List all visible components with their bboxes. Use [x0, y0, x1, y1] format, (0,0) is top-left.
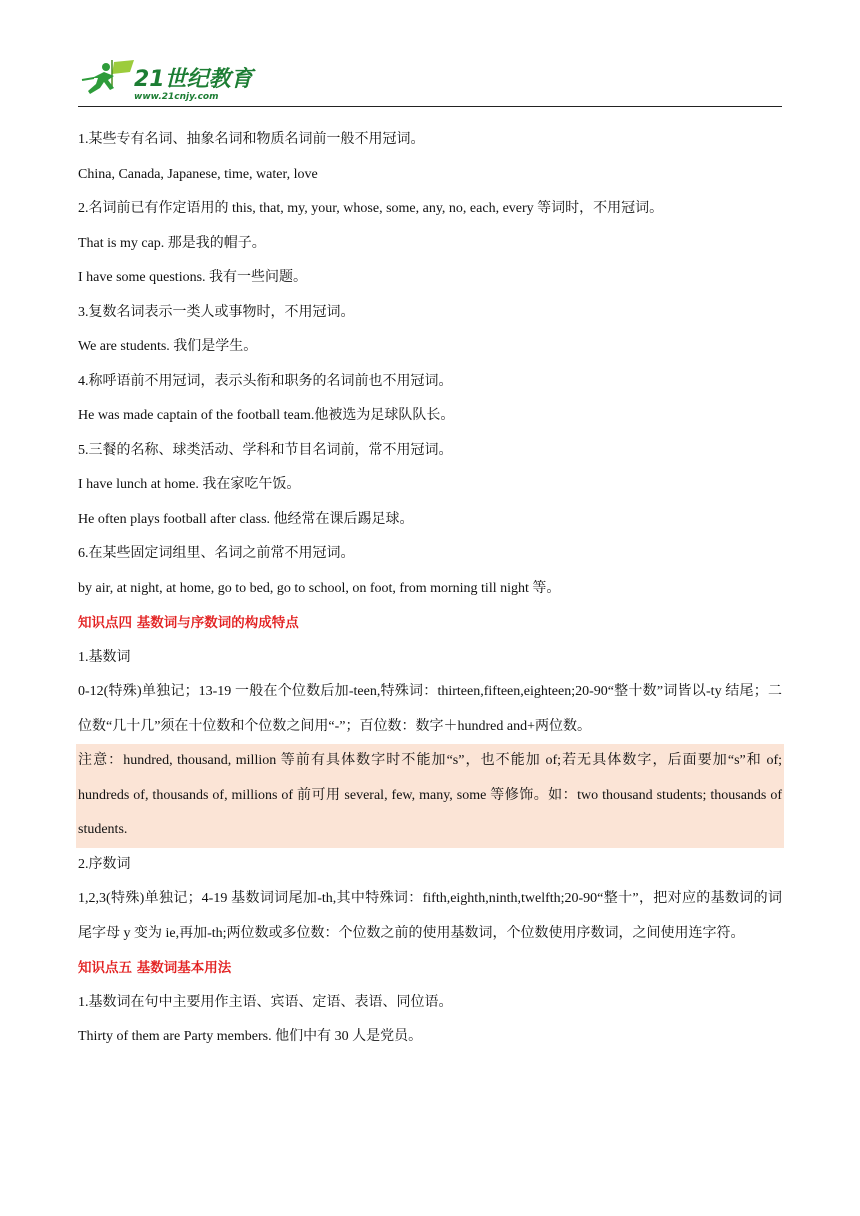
paragraph: He often plays football after class. 他经常在课后踢足球。 — [78, 511, 414, 527]
paragraph: We are students. 我们是学生。 — [78, 339, 258, 354]
paragraph: 3.复数名词表示一类人或事物时，不用冠词。 — [78, 304, 355, 320]
section-heading: 知识点四 基数词与序数词的构成特点 — [78, 615, 299, 631]
highlighted-note: 注意：hundred, thousand, million 等前有具体数字时不能加“s”，也不能加 of;若无具体数字，后面要加“s”和 of; hundreds of, thousands of, millions of 前可用 several, few, many, some 等修饰。如：two thousand students; thousands of students. — [76, 744, 784, 848]
paragraph: China, Canada, Japanese, time, water, love — [78, 166, 318, 182]
paragraph: I have some questions. 我有一些问题。 — [78, 270, 308, 285]
paragraph: 0-12(特殊)单独记；13-19 一般在个位数后加-teen,特殊词：thirteen,fifteen,eighteen;20-90“整十数”词皆以-ty 结尾；二位数“几十几”须在十位数和个位数之间用“-”；百位数：数字＋hundred and+两位数。 — [78, 684, 782, 734]
runner-icon — [102, 63, 110, 71]
paragraph: 1.某些专有名词、抽象名词和物质名词前一般不用冠词。 — [78, 132, 425, 147]
section-heading: 知识点五 基数词基本用法 — [78, 960, 232, 976]
subheading: 2.序数词 — [78, 856, 131, 872]
page-header — [78, 56, 782, 107]
svg-text:21世纪教育: 21世纪教育 — [134, 67, 253, 92]
paragraph: That is my cap. 那是我的帽子。 — [78, 235, 266, 251]
paragraph: He was made captain of the football team.他被选为足球队队长。 — [78, 408, 455, 423]
paragraph: 1.基数词在句中主要用作主语、宾语、定语、表语、同位语。 — [78, 994, 453, 1010]
paragraph: 4.称呼语前不用冠词，表示头衔和职务的名词前也不用冠词。 — [78, 373, 453, 389]
paragraph: 1,2,3(特殊)单独记；4-19 基数词词尾加-th,其中特殊词：fifth,eighth,ninth,twelfth;20-90“整十”，把对应的基数词的词尾字母 y 变为 ie,再加-th;两位数或多位数：个位数之前的使用基数词，个位数使用序数词，之间使用连字符。 — [78, 891, 782, 941]
paragraph: by air, at night, at home, go to bed, go to school, on foot, from morning till night 等。 — [78, 580, 561, 596]
paragraph: 2.名词前已有作定语用的 this, that, my, your, whose, some, any, no, each, every 等词时，不用冠词。 — [78, 201, 664, 216]
flag-icon — [112, 60, 134, 74]
paragraph: Thirty of them are Party members. 他们中有 30 人是党员。 — [78, 1029, 423, 1044]
paragraph: I have lunch at home. 我在家吃午饭。 — [78, 477, 301, 492]
paragraph: 5.三餐的名称、球类活动、学科和节目名词前，常不用冠词。 — [78, 442, 453, 458]
21cnjy-logo — [78, 58, 268, 104]
subheading: 1.基数词 — [78, 649, 131, 665]
svg-text:www.21cnjy.com: www.21cnjy.com — [134, 92, 219, 102]
document-body — [78, 123, 782, 1055]
paragraph: 6.在某些固定词组里、名词之前常不用冠词。 — [78, 546, 355, 561]
